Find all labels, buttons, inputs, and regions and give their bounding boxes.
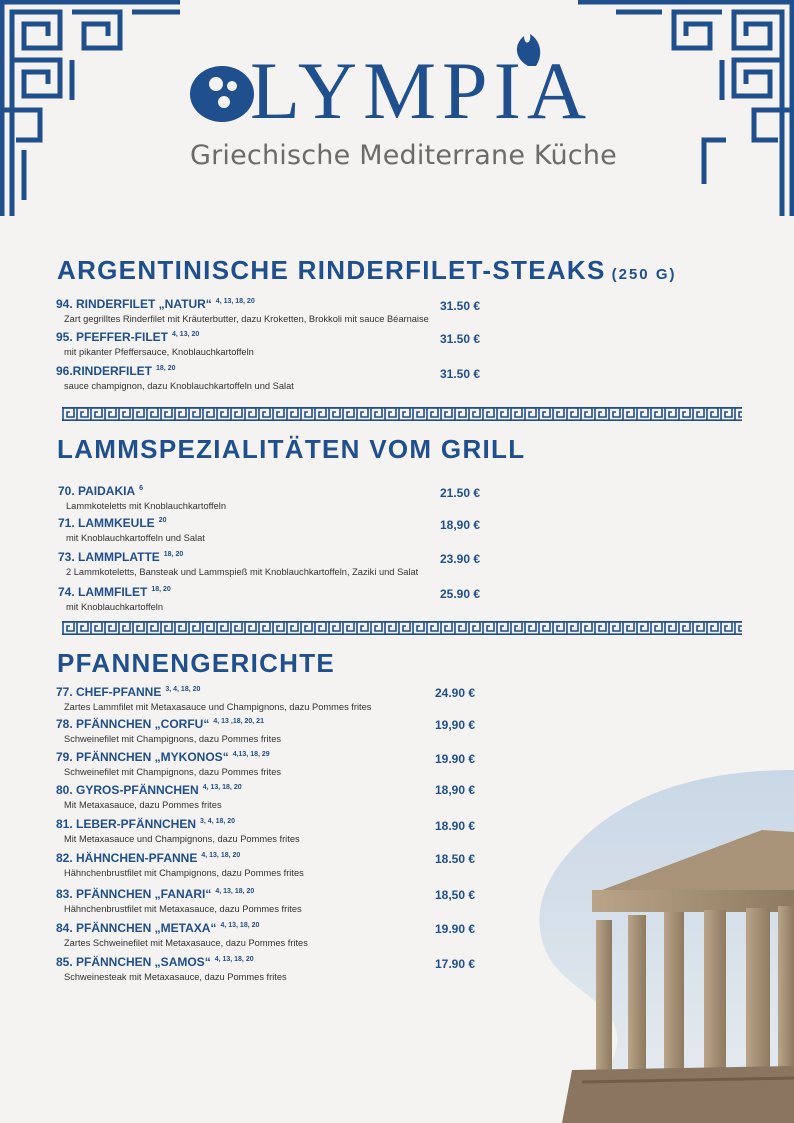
item-desc: sauce champignon, dazu Knoblauchkartoffeln und Salat (64, 381, 294, 391)
menu-item (56, 921, 486, 948)
item-price: 18.50 € (435, 852, 476, 866)
menu-item (58, 585, 488, 612)
item-allergens: 4, 13, 18, 20 (214, 956, 254, 963)
item-name: 77. CHEF-PFANNE $^{3, 4, 18, 20}$ (56, 685, 201, 699)
item-desc: mit pikanter Pfeffersauce, Knoblauchkartoffeln (64, 347, 254, 357)
item-name: 81. LEBER-PFÄNNCHEN $^{3, 4, 18, 20}$ (56, 817, 236, 831)
menu-item (58, 484, 488, 511)
item-desc: Mit Metaxasauce und Champignons, dazu Pommes frites (64, 834, 300, 844)
item-name: 70. PAIDAKIA $^6$ (58, 484, 144, 498)
item-price: 18.90 € (435, 819, 476, 833)
item-desc: mit Knoblauchkartoffeln und Salat (66, 533, 205, 543)
item-price: 19.90 € (435, 922, 476, 936)
item-price: 23.90 € (440, 552, 481, 566)
menu-item (56, 330, 486, 357)
item-allergens: 4, 13, 18, 20 (202, 784, 242, 791)
item-desc: Schweinefilet mit Champignons, dazu Pommes frites (64, 734, 282, 744)
item-price: 18,90 € (440, 518, 481, 532)
item-desc: Lammkoteletts mit Knoblauchkartoffeln (66, 501, 227, 511)
item-price: 19.90 € (435, 752, 476, 766)
item-price: 25.90 € (440, 587, 481, 601)
section-title-text: LAMMSPEZIALITÄTEN VOM GRILL (57, 434, 526, 464)
item-name: 78. PFÄNNCHEN „CORFU“ $^{4, 13 ,18, 20, 21}$ (56, 717, 264, 731)
item-allergens: 18, 20 (163, 551, 184, 558)
menu-item (56, 685, 486, 712)
item-price: 24.90 € (435, 686, 476, 700)
section-title-text: PFANNENGERICHTE (57, 648, 336, 678)
menu-item (56, 783, 486, 810)
item-desc: Zartes Schweinefilet mit Metaxasauce, dazu Pommes frites (64, 938, 308, 948)
item-price: 18,50 € (435, 888, 476, 902)
item-desc: mit Knoblauchkartoffeln (66, 602, 163, 612)
item-allergens: 3, 4, 18, 20 (200, 818, 236, 825)
greek-key-divider-icon (62, 407, 742, 421)
item-allergens: 4, 13, 18, 20 (215, 888, 255, 895)
item-name: 83. PFÄNNCHEN „FANARI“ $^{4, 13, 18, 20}$ (56, 887, 255, 901)
item-desc: Hähnchenbrustfilet mit Metaxasauce, dazu Pommes frites (64, 904, 302, 914)
item-allergens: 4, 13, 18, 20 (201, 852, 241, 859)
item-allergens: 4, 13, 18, 20 (220, 922, 260, 929)
menu-item (56, 717, 486, 744)
item-name: 85. PFÄNNCHEN „SAMOS“ $^{4, 13, 18, 20}$ (56, 955, 254, 969)
item-price: 31.50 € (440, 299, 481, 313)
item-price: 19,90 € (435, 718, 476, 732)
item-name: 96.RINDERFILET $^{18, 20}$ (56, 364, 176, 378)
item-desc: Schweinefilet mit Champignons, dazu Pommes frites (64, 767, 282, 777)
item-name: 82. HÄHNCHEN-PFANNE $^{4, 13, 18, 20}$ (56, 851, 241, 865)
item-desc: 2 Lammkoteletts, Bansteak und Lammspieß mit Knoblauchkartoffeln, Zaziki und Salat (66, 567, 419, 577)
item-price: 18,90 € (435, 783, 476, 797)
menu-item (58, 516, 488, 543)
item-desc: Mit Metaxasauce, dazu Pommes frites (64, 800, 222, 810)
item-allergens: 4,13, 18, 29 (232, 751, 270, 758)
item-name: 84. PFÄNNCHEN „METAXA“ $^{4, 13, 18, 20}$ (56, 921, 260, 935)
greek-key-divider-icon (62, 621, 742, 635)
item-desc: Schweinesteak mit Metaxasauce, dazu Pommes frites (64, 972, 287, 982)
item-allergens: 6 (139, 485, 144, 492)
menu-item (56, 750, 486, 777)
section-title-suffix: (250 G) (611, 266, 677, 283)
section-title-steaks (57, 255, 676, 286)
brand-name: LYMPIA (250, 45, 593, 136)
item-name: 73. LAMMPLATTE $^{18, 20}$ (58, 550, 184, 564)
item-name: 74. LAMMFILET $^{18, 20}$ (58, 585, 171, 599)
section-title-pans (57, 648, 335, 679)
item-allergens: 20 (158, 517, 167, 524)
menu-item (58, 550, 488, 577)
item-allergens: 4, 13, 20 (172, 331, 200, 338)
item-name: 71. LAMMKEULE $^{20}$ (58, 516, 167, 530)
item-name: 95. PFEFFER-FILET $^{4, 13, 20}$ (56, 330, 200, 344)
item-price: 31.50 € (440, 367, 481, 381)
section-title-lamb (57, 434, 525, 465)
menu-item (56, 817, 486, 844)
item-price: 17.90 € (435, 957, 476, 971)
brand-tagline: Griechische Mediterrane Küche (190, 140, 617, 171)
item-desc: Zartes Lammfilet mit Metaxasauce und Champignons, dazu Pommes frites (64, 702, 372, 712)
item-allergens: 18, 20 (156, 365, 176, 372)
section-title-text: ARGENTINISCHE RINDERFILET-STEAKS (57, 255, 606, 285)
item-name: 80. GYROS-PFÄNNCHEN $^{4, 13, 18, 20}$ (56, 783, 242, 797)
item-allergens: 4, 13, 18, 20 (215, 298, 255, 305)
item-desc: Zart gegrilltes Rinderfilet mit Kräuterbutter, dazu Kroketten, Brokkoli mit sauce Béarnaise (64, 314, 429, 324)
item-allergens: 18, 20 (151, 586, 171, 593)
item-allergens: 3, 4, 18, 20 (165, 686, 201, 693)
greek-key-frame-left-icon (0, 0, 182, 216)
item-name: 94. RINDERFILET „NATUR“ $^{4, 13, 18, 20}$ (56, 297, 255, 311)
item-name: 79. PFÄNNCHEN „MYKONOS“ $^{4,13, 18, 29}$ (56, 750, 270, 764)
item-price: 21.50 € (440, 486, 481, 500)
menu-item (56, 297, 486, 324)
item-allergens: 4, 13 ,18, 20, 21 (213, 718, 264, 725)
parthenon-image (532, 770, 794, 1123)
item-desc: Hähnchenbrustfilet mit Champignons, dazu Pommes frites (64, 868, 304, 878)
menu-item (56, 364, 486, 391)
menu-item (56, 955, 486, 982)
menu-item (56, 887, 486, 914)
greek-key-frame-right-icon (576, 0, 794, 216)
menu-item (56, 851, 486, 878)
item-price: 31.50 € (440, 332, 481, 346)
